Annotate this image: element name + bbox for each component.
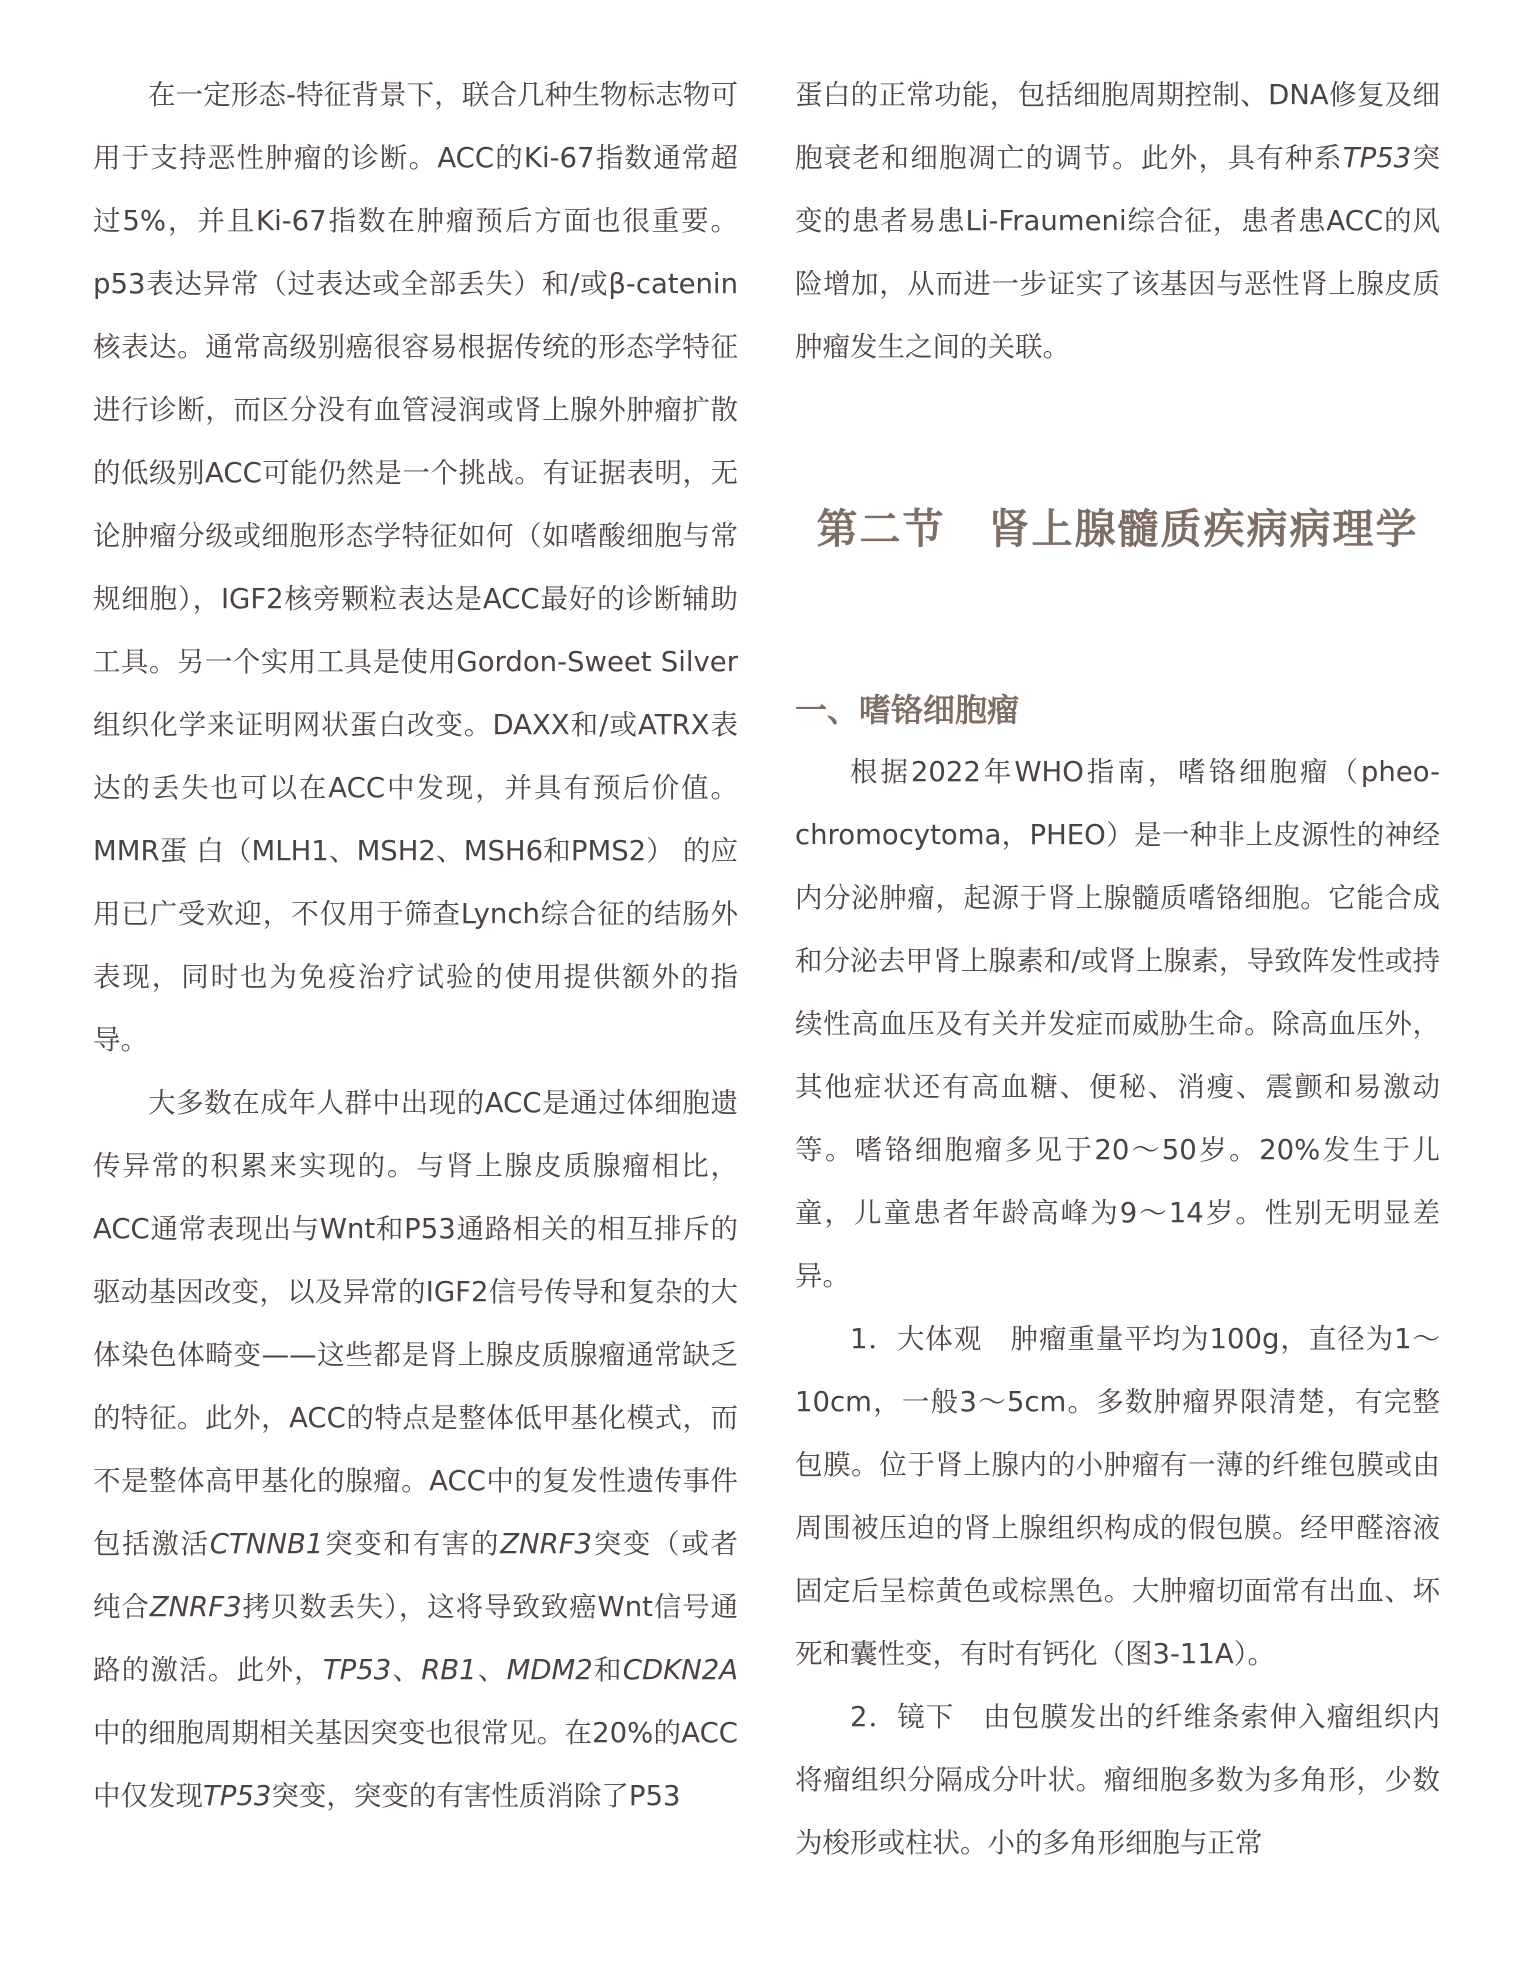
text-run: 大多数在成年人群中出现的ACC是通过体细胞遗传异常的积累来实现的。与肾上腺皮质腺瘤相比，ACC通常表现出与Wnt和P53通路相关的相互排斥的驱动基因改变，以及异常的IGF2信号传导和复杂的大体染色体畸变——这些都是肾上腺皮质腺瘤通常缺乏的特征。此外，ACC的特点是整体低甲基化模式，而不是整体高甲基化的腺瘤。ACC中的复发性遗传事件包括激活 [93,1087,738,1560]
gene-name: TP53 [322,1654,392,1686]
text-run: 、 [476,1654,507,1686]
gene-name: CDKN2A [622,1654,739,1686]
text-run: 突变，突变的有害性质消除了P53 [271,1780,681,1812]
right-column [795,64,1440,1875]
paragraph-gross-findings: 1．大体观 肿瘤重量平均为100g，直径为1～10cm，一般3～5cm。多数肿瘤界限清楚，有完整包膜。位于肾上腺内的小肿瘤有一薄的纤维包膜或由周围被压迫的肾上腺组织构成的假包膜。经甲醛溶液固定后呈棕黄色或棕黑色。大肿瘤切面常有出血、坏死和囊性变，有时有钙化（图3-11A）。 [795,1323,1440,1670]
paragraph-genetics [93,1072,738,1828]
text-run: 和 [592,1654,623,1686]
text-run: 突变（或者纯合 [93,1528,739,1623]
left-column [93,64,738,1828]
text-run: 蛋白的正常功能，包括细胞周期控制、DNA修复及细胞衰老和细胞凋亡的调节。此外，具有种系 [795,79,1440,174]
gene-name: MDM2 [506,1654,593,1686]
gene-name: ZNRF3 [500,1528,593,1560]
text-run: 突变的患者易患Li-Fraumeni综合征，患者患ACC的风险增加，从而进一步证实了该基因与恶性肾上腺皮质肿瘤发生之间的关联。 [795,142,1441,363]
text-run: 突变和有害的 [323,1528,501,1560]
paragraph-text: 在一定形态-特征背景下，联合几种生物标志物可用于支持恶性肿瘤的诊断。ACC的Ki-67指数通常超过5%，并且Ki-67指数在肿瘤预后方面也很重要。p53表达异常（过表达或全部丢失）和/或β-catenin核表达。通常高级别癌很容易根据传统的形态学特征进行诊断，而区分没有血管浸润或肾上腺外肿瘤扩散的低级别ACC可能仍然是一个挑战。有证据表明，无论肿瘤分级或细胞形态学特征如何（如嗜酸细胞与常规细胞），IGF2核旁颗粒表达是ACC最好的诊断辅助工具。另一个实用工具是使用Gordon-Sweet Silver组织化学来证明网状蛋白改变。DAXX和/或ATRX表达的丢失也可以在ACC中发现，并具有预后价值。MMR蛋 白（MLH1、MSH2、MSH6和PMS2） 的应用已广受欢迎，不仅用于筛查Lynch综合征的结肠外表现，同时也为免疫治疗试验的使用提供额外的指导。 [93,79,738,1056]
paragraph-p53-continued [795,64,1440,379]
paragraph-pheo-definition: 根据2022年WHO指南，嗜铬细胞瘤（pheo-chromocytoma，PHEO）是一种非上皮源性的神经内分泌肿瘤，起源于肾上腺髓质嗜铬细胞。它能合成和分泌去甲肾上腺素和/或肾上腺素，导致阵发性或持续性高血压及有关并发症而威胁生命。除高血压外，其他症状还有高血糖、便秘、消瘦、震颤和易激动等。嗜铬细胞瘤多见于20～50岁。20%发生于儿童，儿童患者年龄高峰为9～14岁。性别无明显差异。 [795,756,1440,1292]
gene-name: TP53 [1342,142,1412,174]
section-title: 第二节 肾上腺髓质疾病病理学 [816,505,1419,553]
paragraph-biomarkers [93,64,738,1072]
paragraph-microscopy: 2．镜下 由包膜发出的纤维条索伸入瘤组织内将瘤组织分隔成分叶状。瘤细胞多数为多角形，少数为梭形或柱状。小的多角形细胞与正常 [795,1701,1440,1859]
text-run: 中的细胞周期相关基因突变也很常见。在20%的ACC中仅发现 [93,1717,738,1812]
gene-name: RB1 [421,1654,477,1686]
text-run: 拷贝数丢失），这将导致致癌Wnt信号通路的激活。此外， [93,1591,739,1686]
gene-name: ZNRF3 [149,1591,242,1623]
gene-name: TP53 [203,1780,272,1812]
subsection-title: 一、嗜铬细胞瘤 [795,691,1020,729]
gene-name: CTNNB1 [209,1528,324,1560]
text-run: 、 [391,1654,422,1686]
